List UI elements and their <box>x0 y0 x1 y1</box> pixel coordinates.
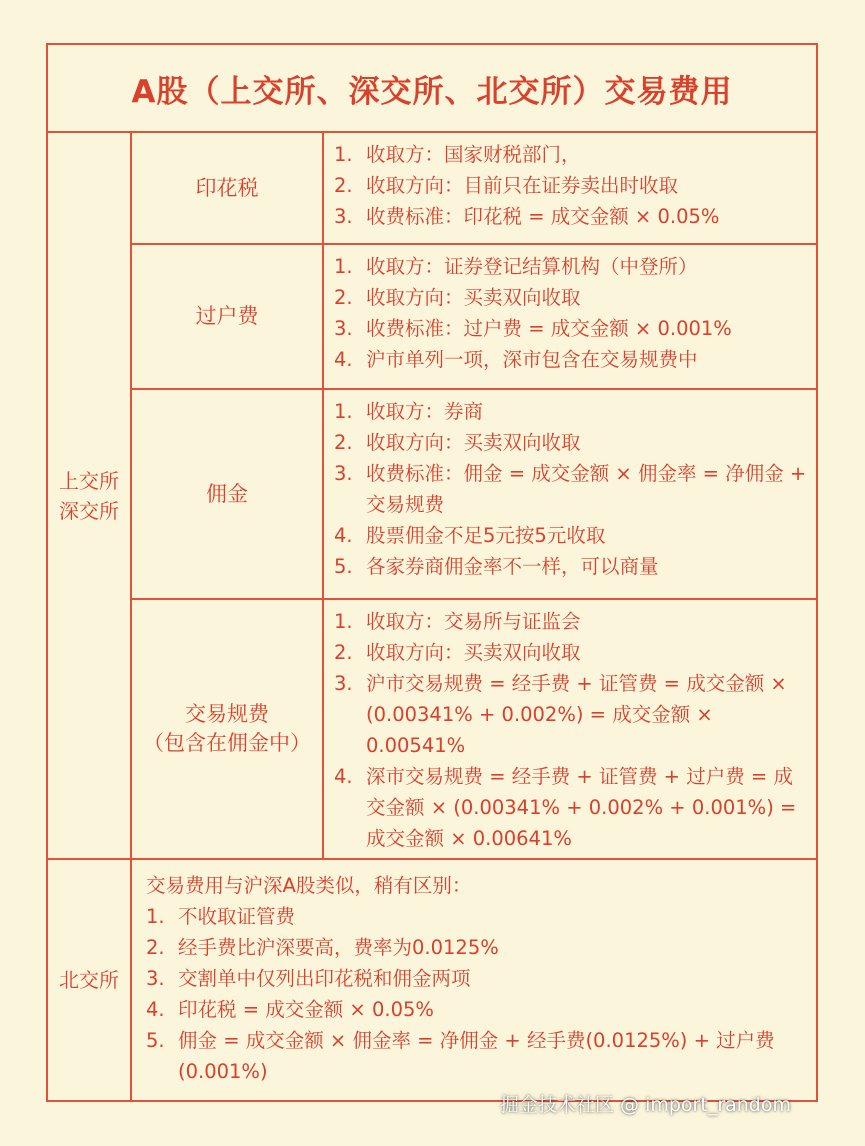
page-title: A股（上交所、深交所、北交所）交易费用 <box>131 73 733 110</box>
title-row <box>48 45 816 133</box>
exchange-name: 上交所 <box>59 468 119 493</box>
list-item: 1. 收取方：券商 <box>334 400 484 423</box>
list-item: 4. 股票佣金不足5元按5元收取 <box>334 524 606 547</box>
exchange-label-sh-sz <box>48 133 132 860</box>
watermark: 掘金技术社区 @ import_random <box>500 1094 792 1116</box>
list-item: 4. 印花税 = 成交金额 × 0.05% <box>146 998 434 1021</box>
bj-detail <box>132 860 818 1100</box>
fee-name-transfer-fee <box>132 245 324 390</box>
fee-name-commission <box>132 390 324 600</box>
list-item: 2. 收取方向：目前只在证券卖出时收取 <box>334 174 679 197</box>
fee-name: 印花税 <box>195 175 259 200</box>
fee-detail-exchange-fee <box>324 600 818 860</box>
list-item: 3. 收费标准：佣金 = 成交金额 × 佣金率 = 净佣金 + 交易规费 <box>334 462 807 516</box>
fee-name-note: （包含在佣金中） <box>143 731 311 755</box>
list-item: 3. 沪市交易规费 = 经手费 + 证管费 = 成交金额 × (0.00341% + 0.002%) = 成交金额 × 0.00541% <box>334 672 787 757</box>
fee-table <box>46 43 818 1102</box>
fee-detail-transfer-fee <box>324 245 818 390</box>
list-item: 1. 收取方：交易所与证监会 <box>334 610 581 633</box>
list-item: 3. 交割单中仅列出印花税和佣金两项 <box>146 967 471 990</box>
exchange-name: 北交所 <box>59 968 119 992</box>
list-item: 1. 收取方：证券登记结算机构（中登所） <box>334 255 698 278</box>
list-item: 5. 各家券商佣金率不一样，可以商量 <box>334 555 659 578</box>
fee-name: 佣金 <box>206 481 248 506</box>
list-item: 2. 收取方向：买卖双向收取 <box>334 286 581 309</box>
list-item: 2. 收取方向：买卖双向收取 <box>334 641 581 664</box>
fee-detail-stamp-duty <box>324 133 818 245</box>
list-item: 1. 不收取证管费 <box>146 905 296 928</box>
fee-name: 过户费 <box>195 304 259 328</box>
list-item: 3. 收费标准：印花税 = 成交金额 × 0.05% <box>334 205 720 228</box>
exchange-label-bj <box>48 860 132 1100</box>
list-item: 1. 收取方：国家财税部门， <box>334 143 581 166</box>
bj-intro: 交易费用与沪深A股类似，稍有区别： <box>146 874 472 897</box>
list-item: 4. 沪市单列一项，深市包含在交易规费中 <box>334 348 698 371</box>
list-item: 2. 收取方向：买卖双向收取 <box>334 431 581 454</box>
fee-detail-commission <box>324 390 818 600</box>
fee-name-stamp-duty <box>132 133 324 245</box>
list-item: 3. 收费标准：过户费 = 成交金额 × 0.001% <box>334 317 732 340</box>
list-item: 5. 佣金 = 成交金额 × 佣金率 = 净佣金 + 经手费(0.0125%) + 过户费(0.001%) <box>146 1029 775 1083</box>
fee-name-exchange-fee <box>132 600 324 860</box>
exchange-name: 深交所 <box>59 498 119 523</box>
list-item: 2. 经手费比沪深要高，费率为0.0125% <box>146 936 499 959</box>
list-item: 4. 深市交易规费 = 经手费 + 证管费 + 过户费 = 成交金额 × (0.00341% + 0.002% + 0.001%) = 成交金额 × 0.00641% <box>334 765 797 850</box>
fee-name: 交易规费 <box>185 702 269 726</box>
